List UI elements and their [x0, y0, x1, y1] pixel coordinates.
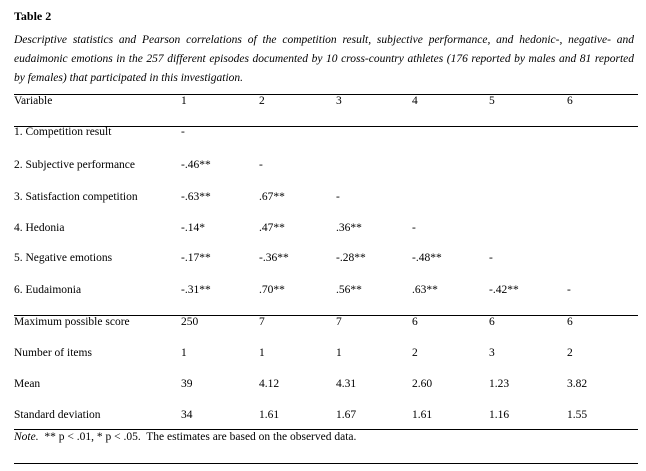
- cell: -.63**: [181, 191, 211, 203]
- table-label: Table 2: [14, 9, 52, 23]
- row-label: Standard deviation: [14, 409, 101, 421]
- cell: 4.12: [259, 378, 280, 390]
- cell: .70**: [259, 284, 285, 296]
- note-text: The estimates are based on the observed data.: [146, 431, 357, 443]
- cell: 1.23: [489, 378, 510, 390]
- cell: -: [489, 252, 493, 264]
- cell: 7: [336, 316, 342, 328]
- header-variable: Variable: [14, 95, 53, 107]
- cell: 3.82: [567, 378, 588, 390]
- table-row: [0, 157, 646, 173]
- cell: -.17**: [181, 252, 211, 264]
- table-caption: Descriptive statistics and Pearson correlations of the competition result, subjective performance, and hedonic-, negative- and eudaimonic emotions in the 257 different episodes documented by 10 cross-country athletes (176 reported by males and 81 reported by females) that participated in this investigation.: [14, 34, 634, 84]
- table-row: [0, 314, 646, 330]
- row-label: 3. Satisfaction competition: [14, 191, 138, 203]
- cell: -: [181, 126, 185, 138]
- cell: -.46**: [181, 159, 211, 171]
- note-label: Note.: [14, 431, 39, 443]
- cell: 1.67: [336, 409, 357, 421]
- table-row: [0, 124, 646, 140]
- cell: 4.31: [336, 378, 357, 390]
- cell: .56**: [336, 284, 362, 296]
- table-row: [0, 376, 646, 392]
- row-label: 6. Eudaimonia: [14, 284, 82, 296]
- cell: 1.61: [412, 409, 433, 421]
- header-col-6: 6: [567, 95, 573, 107]
- cell: .63**: [412, 284, 438, 296]
- note-rule: [14, 463, 638, 464]
- header-col-3: 3: [336, 95, 342, 107]
- note-significance-2: * p < .05.: [96, 431, 141, 443]
- cell: -.42**: [489, 284, 519, 296]
- table-row: [0, 250, 646, 266]
- row-label: Mean: [14, 378, 41, 390]
- table-row: [0, 220, 646, 236]
- cell: 6: [412, 316, 418, 328]
- cell: -.48**: [412, 252, 442, 264]
- header-col-5: 5: [489, 95, 495, 107]
- header-col-2: 2: [259, 95, 265, 107]
- cell: 2: [412, 347, 418, 359]
- row-label: Number of items: [14, 347, 92, 359]
- row-label: 1. Competition result: [14, 126, 112, 138]
- cell: 2.60: [412, 378, 433, 390]
- cell: -.36**: [259, 252, 289, 264]
- table-row: [0, 345, 646, 361]
- cell: 3: [489, 347, 495, 359]
- table-note: [14, 429, 356, 445]
- cell: .36**: [336, 222, 362, 234]
- table-row: [0, 407, 646, 423]
- cell: 1: [336, 347, 342, 359]
- cell: -: [412, 222, 416, 234]
- cell: -.14*: [181, 222, 205, 234]
- cell: 1.16: [489, 409, 510, 421]
- cell: 6: [489, 316, 495, 328]
- cell: 1: [181, 347, 187, 359]
- cell: -: [259, 159, 263, 171]
- cell: -.28**: [336, 252, 366, 264]
- header-row: [0, 93, 646, 109]
- cell: 1.61: [259, 409, 280, 421]
- cell: 39: [181, 378, 193, 390]
- cell: 7: [259, 316, 265, 328]
- row-label: Maximum possible score: [14, 316, 130, 328]
- cell: -: [336, 191, 340, 203]
- row-label: 5. Negative emotions: [14, 252, 113, 264]
- note-significance-1: ** p < .01,: [44, 431, 94, 443]
- table-row: [0, 282, 646, 298]
- cell: -: [567, 284, 571, 296]
- row-label: 2. Subjective performance: [14, 159, 136, 171]
- cell: 34: [181, 409, 193, 421]
- row-label: 4. Hedonia: [14, 222, 65, 234]
- cell: .67**: [259, 191, 285, 203]
- cell: 1.55: [567, 409, 588, 421]
- cell: 250: [181, 316, 199, 328]
- cell: 2: [567, 347, 573, 359]
- cell: 6: [567, 316, 573, 328]
- cell: -.31**: [181, 284, 211, 296]
- cell: 1: [259, 347, 265, 359]
- header-col-1: 1: [181, 95, 187, 107]
- table-row: [0, 189, 646, 205]
- header-col-4: 4: [412, 95, 418, 107]
- cell: .47**: [259, 222, 285, 234]
